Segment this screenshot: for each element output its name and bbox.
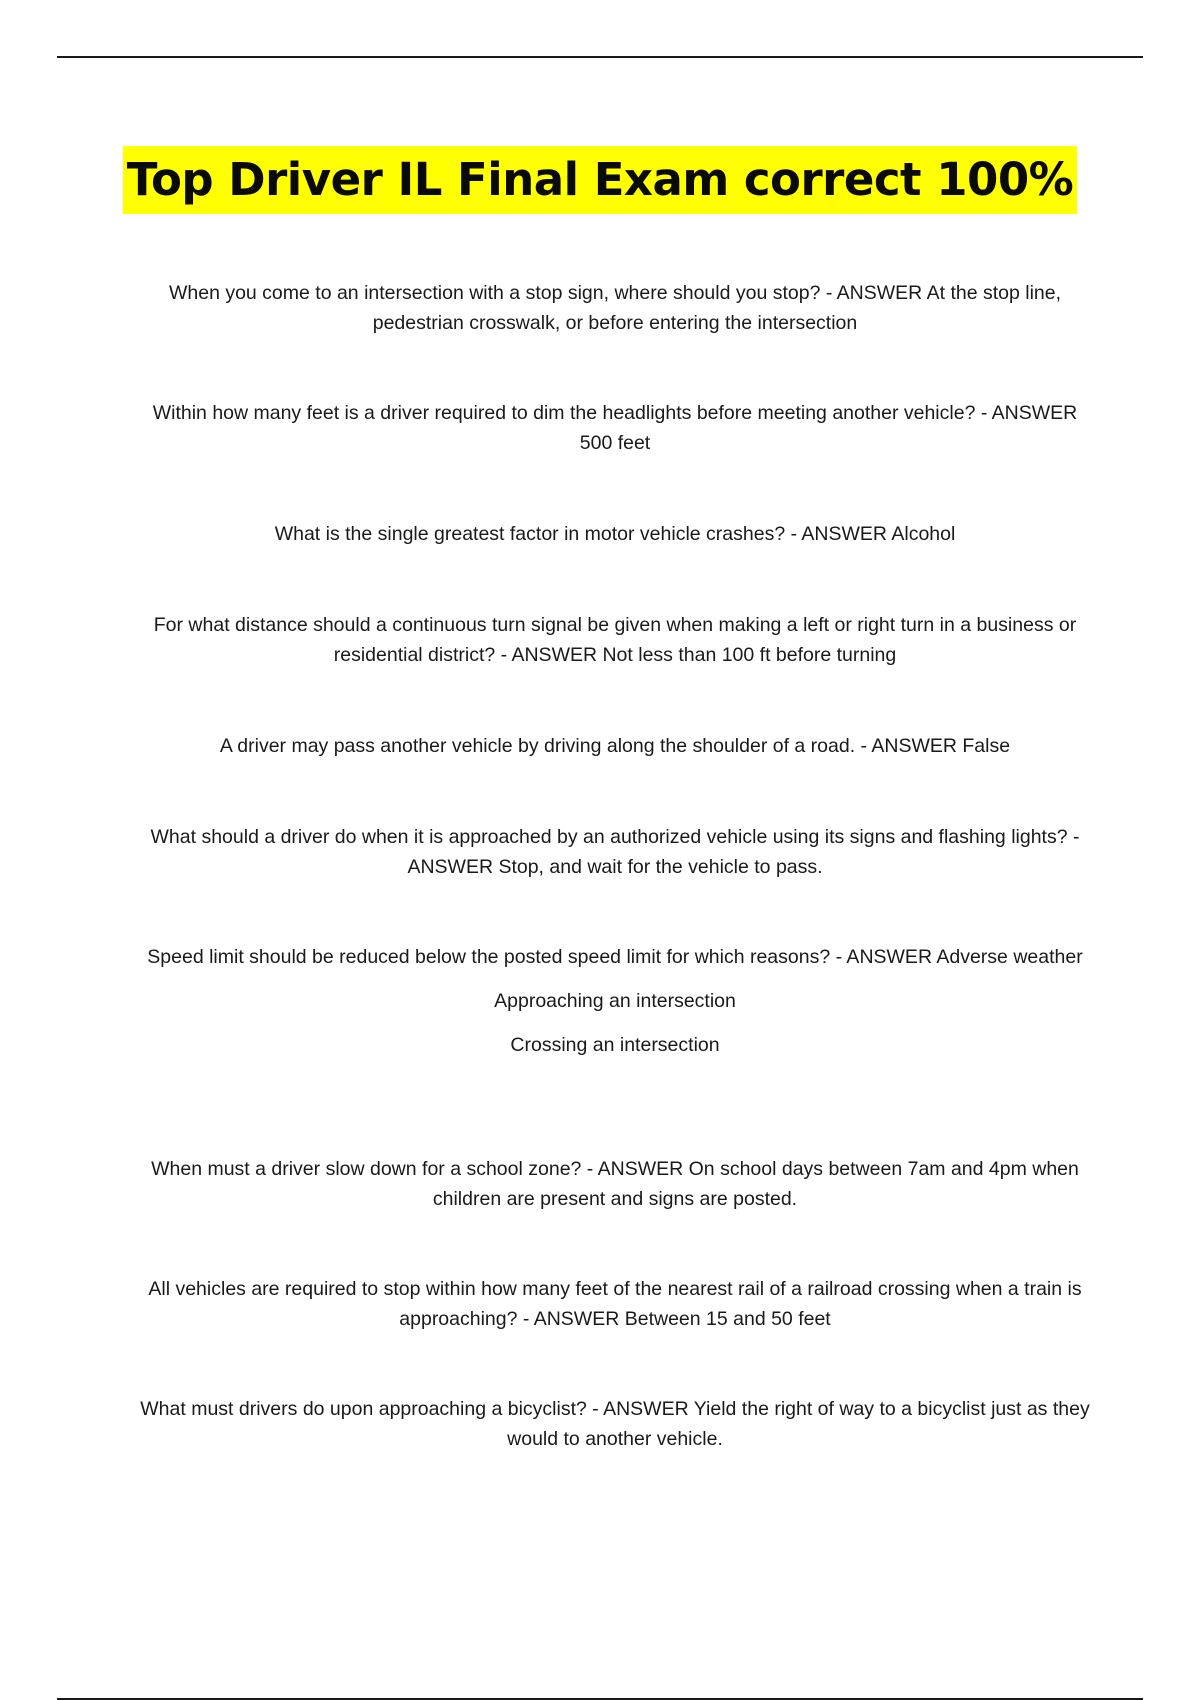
qa-item-10: What must drivers do upon approaching a bicyclist? - ANSWER Yield the right of way to a bicyclist just as they would to another vehicle.	[140, 1398, 1090, 1450]
qa-item-8: When must a driver slow down for a school zone? - ANSWER On school days between 7am and 4pm when children are present and signs are posted.	[151, 1158, 1079, 1210]
qa-item-7-extra-2: Crossing an intersection	[510, 1034, 720, 1056]
qa-item-6: What should a driver do when it is approached by an authorized vehicle using its signs and flashing lights? - ANSWER Stop, and wait for the vehicle to pass.	[150, 826, 1080, 878]
qa-item-7-extra-1: Approaching an intersection	[494, 990, 736, 1012]
top-divider	[57, 56, 1143, 58]
qa-item-7	[140, 942, 1090, 1060]
qa-item-9: All vehicles are required to stop within how many feet of the nearest rail of a railroad crossing when a train is approaching? - ANSWER Between 15 and 50 feet	[148, 1278, 1082, 1330]
qa-item-7-main: Speed limit should be reduced below the posted speed limit for which reasons? - ANSWER Adverse weather	[147, 946, 1083, 968]
qa-item-4: For what distance should a continuous turn signal be given when making a left or right turn in a business or residential district? - ANSWER Not less than 100 ft before turning	[153, 614, 1077, 666]
title-wrap	[0, 146, 1200, 214]
qa-item-2: Within how many feet is a driver required to dim the headlights before meeting another vehicle? - ANSWER 500 feet	[152, 402, 1078, 454]
qa-item-3: What is the single greatest factor in motor vehicle crashes? - ANSWER Alcohol	[274, 523, 956, 545]
document-title: Top Driver IL Final Exam correct 100%	[123, 146, 1078, 214]
qa-item-1: When you come to an intersection with a stop sign, where should you stop? - ANSWER At the stop line, pedestrian crosswalk, or before entering the intersection	[168, 282, 1062, 334]
qa-item-5: A driver may pass another vehicle by driving along the shoulder of a road. - ANSWER False	[219, 735, 1011, 757]
